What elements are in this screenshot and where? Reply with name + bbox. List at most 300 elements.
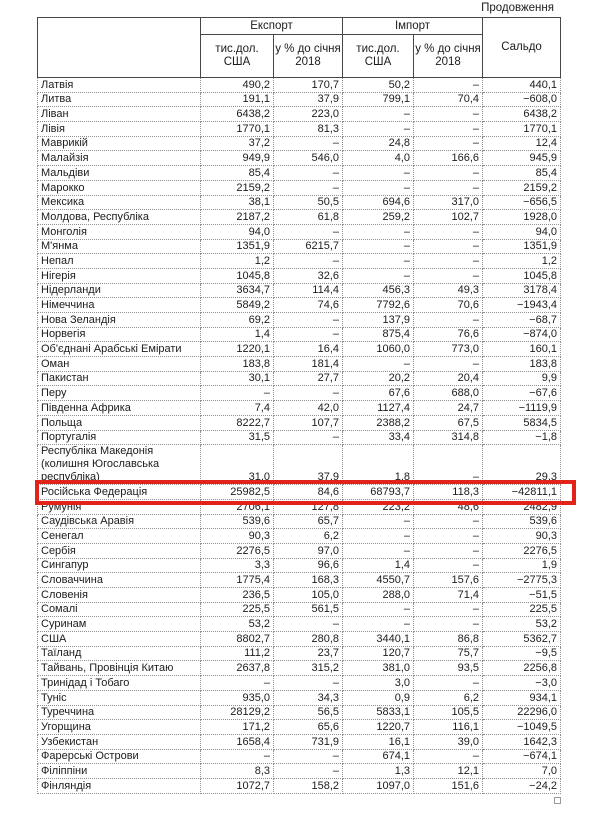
value-cell: 694,6: [343, 195, 414, 210]
value-cell: –: [414, 224, 483, 239]
value-cell: 1220,1: [201, 342, 274, 357]
value-cell: 539,6: [201, 514, 274, 529]
value-cell: 731,9: [274, 734, 343, 749]
value-cell: −3,0: [483, 676, 561, 691]
country-cell: Оман: [38, 357, 201, 372]
country-cell: Норвегія: [38, 327, 201, 342]
value-cell: –: [343, 107, 414, 122]
country-cell: Узбекистан: [38, 734, 201, 749]
value-cell: 151,6: [414, 778, 483, 793]
value-cell: 315,2: [274, 661, 343, 676]
value-cell: 65,7: [274, 514, 343, 529]
value-cell: 49,3: [414, 283, 483, 298]
value-cell: 183,8: [483, 357, 561, 372]
value-cell: 158,2: [274, 778, 343, 793]
value-cell: 4,0: [343, 151, 414, 166]
value-cell: 381,0: [343, 661, 414, 676]
country-cell: Словенія: [38, 588, 201, 603]
value-cell: 773,0: [414, 342, 483, 357]
value-cell: −874,0: [483, 327, 561, 342]
value-cell: –: [274, 764, 343, 779]
value-cell: 76,6: [414, 327, 483, 342]
value-cell: 107,7: [274, 415, 343, 430]
country-cell: Саудівська Аравія: [38, 514, 201, 529]
value-cell: –: [274, 224, 343, 239]
import-value-subheader: тис.дол. США: [343, 35, 414, 78]
country-cell: Мексика: [38, 195, 201, 210]
country-cell: Молдова, Республіка: [38, 210, 201, 225]
country-cell: Словаччина: [38, 573, 201, 588]
table-row: [38, 445, 561, 485]
value-cell: 75,7: [414, 646, 483, 661]
value-cell: 166,6: [414, 151, 483, 166]
value-cell: 50,5: [274, 195, 343, 210]
table-row: [38, 239, 561, 254]
table-row: [38, 558, 561, 573]
value-cell: 1770,1: [483, 122, 561, 137]
value-cell: 236,5: [201, 588, 274, 603]
value-cell: 3440,1: [343, 632, 414, 647]
value-cell: –: [343, 543, 414, 558]
value-cell: 6438,2: [201, 107, 274, 122]
value-cell: 1,2: [483, 254, 561, 269]
country-cell: Непал: [38, 254, 201, 269]
table-row-highlighted: [38, 485, 561, 500]
value-cell: 4550,7: [343, 573, 414, 588]
table-row: [38, 386, 561, 401]
value-cell: 68793,7: [343, 485, 414, 500]
value-cell: –: [414, 357, 483, 372]
value-cell: 1642,3: [483, 734, 561, 749]
value-cell: 2159,2: [483, 180, 561, 195]
value-cell: 1045,8: [201, 268, 274, 283]
table-row: [38, 676, 561, 691]
country-cell: Мальдіви: [38, 166, 201, 181]
country-cell: Туреччина: [38, 705, 201, 720]
country-cell: Південна Африка: [38, 401, 201, 416]
value-cell: –: [414, 529, 483, 544]
value-cell: 118,3: [414, 485, 483, 500]
value-cell: 2388,2: [343, 415, 414, 430]
continuation-label: Продовження: [481, 2, 554, 14]
value-cell: –: [414, 122, 483, 137]
value-cell: 1060,0: [343, 342, 414, 357]
value-cell: 280,8: [274, 632, 343, 647]
country-cell: Лівія: [38, 122, 201, 137]
value-cell: 1127,4: [343, 401, 414, 416]
value-cell: 42,0: [274, 401, 343, 416]
value-cell: 48,6: [414, 499, 483, 514]
value-cell: 24,8: [343, 136, 414, 151]
table-row: [38, 224, 561, 239]
value-cell: 6,2: [274, 529, 343, 544]
value-cell: 1,8: [343, 445, 414, 485]
value-cell: 28129,2: [201, 705, 274, 720]
value-cell: –: [414, 180, 483, 195]
value-cell: 70,6: [414, 298, 483, 313]
value-cell: −1119,9: [483, 401, 561, 416]
value-cell: 67,5: [414, 415, 483, 430]
value-cell: 456,3: [343, 283, 414, 298]
value-cell: −2775,3: [483, 573, 561, 588]
value-cell: 539,6: [483, 514, 561, 529]
value-cell: –: [274, 254, 343, 269]
value-cell: −68,7: [483, 313, 561, 328]
value-cell: 8222,7: [201, 415, 274, 430]
value-cell: –: [201, 749, 274, 764]
value-cell: 29,3: [483, 445, 561, 485]
value-cell: 38,1: [201, 195, 274, 210]
value-cell: 25982,5: [201, 485, 274, 500]
value-cell: 160,1: [483, 342, 561, 357]
value-cell: −608,0: [483, 92, 561, 107]
value-cell: –: [274, 327, 343, 342]
export-percent-subheader: у % до січня 2018: [274, 35, 343, 78]
country-cell: Португалія: [38, 430, 201, 445]
value-cell: 56,5: [274, 705, 343, 720]
value-cell: 1658,4: [201, 734, 274, 749]
value-cell: –: [414, 268, 483, 283]
table-row: [38, 327, 561, 342]
value-cell: 3634,7: [201, 283, 274, 298]
country-cell: Таїланд: [38, 646, 201, 661]
value-cell: 114,4: [274, 283, 343, 298]
value-cell: 12,1: [414, 764, 483, 779]
value-cell: 16,1: [343, 734, 414, 749]
value-cell: 74,6: [274, 298, 343, 313]
value-cell: –: [414, 676, 483, 691]
value-cell: 90,3: [483, 529, 561, 544]
value-cell: −1943,4: [483, 298, 561, 313]
table-row: [38, 632, 561, 647]
value-cell: 127,8: [274, 499, 343, 514]
country-cell: Суринам: [38, 617, 201, 632]
value-cell: 70,4: [414, 92, 483, 107]
table-row: [38, 415, 561, 430]
value-cell: 61,8: [274, 210, 343, 225]
value-cell: 183,8: [201, 357, 274, 372]
table-row: [38, 122, 561, 137]
table-row: [38, 151, 561, 166]
value-cell: 137,9: [343, 313, 414, 328]
value-cell: 2482,9: [483, 499, 561, 514]
country-cell: Фарерські Острови: [38, 749, 201, 764]
value-cell: 799,1: [343, 92, 414, 107]
value-cell: –: [414, 514, 483, 529]
country-cell: Латвія: [38, 78, 201, 93]
table-row: [38, 602, 561, 617]
value-cell: 1351,9: [201, 239, 274, 254]
value-cell: 3,0: [343, 676, 414, 691]
value-cell: 20,4: [414, 371, 483, 386]
value-cell: –: [414, 313, 483, 328]
table-row: [38, 646, 561, 661]
value-cell: 96,6: [274, 558, 343, 573]
value-cell: –: [414, 107, 483, 122]
value-cell: 120,7: [343, 646, 414, 661]
value-cell: 1351,9: [483, 239, 561, 254]
value-cell: –: [414, 558, 483, 573]
value-cell: 170,7: [274, 78, 343, 93]
value-cell: 1,3: [343, 764, 414, 779]
value-cell: 314,8: [414, 430, 483, 445]
country-cell: Фінляндія: [38, 778, 201, 793]
value-cell: 1770,1: [201, 122, 274, 137]
value-cell: –: [274, 430, 343, 445]
value-cell: 1,4: [201, 327, 274, 342]
value-cell: 168,3: [274, 573, 343, 588]
country-cell: Румунія: [38, 499, 201, 514]
table-row: [38, 778, 561, 793]
value-cell: 934,1: [483, 690, 561, 705]
value-cell: 69,2: [201, 313, 274, 328]
header-group-row: [38, 18, 561, 35]
value-cell: –: [274, 676, 343, 691]
country-cell: Сенегал: [38, 529, 201, 544]
value-cell: –: [343, 122, 414, 137]
value-cell: 24,7: [414, 401, 483, 416]
value-cell: 2706,1: [201, 499, 274, 514]
value-cell: –: [343, 239, 414, 254]
value-cell: 1,9: [483, 558, 561, 573]
value-cell: 440,1: [483, 78, 561, 93]
value-cell: 223,2: [343, 499, 414, 514]
value-cell: 674,1: [343, 749, 414, 764]
country-cell: США: [38, 632, 201, 647]
table-row: [38, 136, 561, 151]
country-cell: Туніс: [38, 690, 201, 705]
value-cell: –: [414, 445, 483, 485]
table-row: [38, 268, 561, 283]
country-cell: Німеччина: [38, 298, 201, 313]
value-cell: 85,4: [201, 166, 274, 181]
value-cell: 225,5: [201, 602, 274, 617]
value-cell: −24,2: [483, 778, 561, 793]
country-cell: Марокко: [38, 180, 201, 195]
value-cell: 1,4: [343, 558, 414, 573]
value-cell: –: [343, 514, 414, 529]
country-cell: Тринідад і Тобаго: [38, 676, 201, 691]
value-cell: –: [414, 166, 483, 181]
value-cell: 1072,7: [201, 778, 274, 793]
table-row: [38, 749, 561, 764]
value-cell: 32,6: [274, 268, 343, 283]
value-cell: 223,0: [274, 107, 343, 122]
table-row: [38, 690, 561, 705]
value-cell: 84,6: [274, 485, 343, 500]
table-row: [38, 617, 561, 632]
value-cell: 191,1: [201, 92, 274, 107]
table-row: [38, 254, 561, 269]
country-cell: Ліван: [38, 107, 201, 122]
export-value-subheader: тис.дол. США: [201, 35, 274, 78]
end-of-document-marker-icon: [554, 797, 561, 804]
country-cell: Монголія: [38, 224, 201, 239]
value-cell: 1220,7: [343, 720, 414, 735]
value-cell: 171,2: [201, 720, 274, 735]
value-cell: 688,0: [414, 386, 483, 401]
value-cell: 37,9: [274, 445, 343, 485]
value-cell: 288,0: [343, 588, 414, 603]
value-cell: 111,2: [201, 646, 274, 661]
value-cell: 7792,6: [343, 298, 414, 313]
value-cell: –: [414, 239, 483, 254]
table-row: [38, 514, 561, 529]
value-cell: 85,4: [483, 166, 561, 181]
value-cell: 67,6: [343, 386, 414, 401]
table-row: [38, 283, 561, 298]
value-cell: –: [274, 749, 343, 764]
value-cell: 490,2: [201, 78, 274, 93]
value-cell: 5362,7: [483, 632, 561, 647]
country-cell: Філіппіни: [38, 764, 201, 779]
table-body: [38, 78, 561, 794]
export-group-header: Експорт: [201, 18, 343, 35]
value-cell: –: [343, 224, 414, 239]
value-cell: 2637,8: [201, 661, 274, 676]
country-cell: Тайвань, Провінція Китаю: [38, 661, 201, 676]
value-cell: 9,9: [483, 371, 561, 386]
country-cell: Республіка Македонія (колишня Югославська республіка): [38, 445, 201, 485]
value-cell: 935,0: [201, 690, 274, 705]
value-cell: 6438,2: [483, 107, 561, 122]
value-cell: 65,6: [274, 720, 343, 735]
value-cell: 181,4: [274, 357, 343, 372]
value-cell: 94,0: [483, 224, 561, 239]
value-cell: 37,2: [201, 136, 274, 151]
table-row: [38, 430, 561, 445]
value-cell: 23,7: [274, 646, 343, 661]
value-cell: 5833,1: [343, 705, 414, 720]
table-row: [38, 313, 561, 328]
trade-table: [37, 17, 561, 794]
value-cell: 945,9: [483, 151, 561, 166]
country-cell: Сингапур: [38, 558, 201, 573]
value-cell: –: [343, 268, 414, 283]
table-row: [38, 661, 561, 676]
value-cell: 561,5: [274, 602, 343, 617]
table-row: [38, 371, 561, 386]
value-cell: –: [343, 166, 414, 181]
table-row: [38, 195, 561, 210]
value-cell: 546,0: [274, 151, 343, 166]
table-row: [38, 210, 561, 225]
table-row: [38, 342, 561, 357]
table-row: [38, 588, 561, 603]
country-cell: Пакистан: [38, 371, 201, 386]
table-row: [38, 543, 561, 558]
table-row: [38, 573, 561, 588]
value-cell: 53,2: [201, 617, 274, 632]
country-cell: Перу: [38, 386, 201, 401]
table-row: [38, 764, 561, 779]
value-cell: –: [201, 386, 274, 401]
table-row: [38, 401, 561, 416]
value-cell: 27,7: [274, 371, 343, 386]
value-cell: −51,5: [483, 588, 561, 603]
value-cell: 81,3: [274, 122, 343, 137]
table-row: [38, 166, 561, 181]
value-cell: –: [274, 386, 343, 401]
value-cell: 116,1: [414, 720, 483, 735]
value-cell: 37,9: [274, 92, 343, 107]
value-cell: –: [274, 166, 343, 181]
value-cell: 317,0: [414, 195, 483, 210]
value-cell: 53,2: [483, 617, 561, 632]
value-cell: –: [274, 617, 343, 632]
table-row: [38, 107, 561, 122]
value-cell: 90,3: [201, 529, 274, 544]
country-cell: Російська Федерація: [38, 485, 201, 500]
value-cell: 20,2: [343, 371, 414, 386]
value-cell: –: [414, 749, 483, 764]
value-cell: 39,0: [414, 734, 483, 749]
country-cell: Нова Зеландія: [38, 313, 201, 328]
value-cell: −67,6: [483, 386, 561, 401]
value-cell: 2276,5: [201, 543, 274, 558]
value-cell: 93,5: [414, 661, 483, 676]
country-cell: Малайзія: [38, 151, 201, 166]
value-cell: −674,1: [483, 749, 561, 764]
table-row: [38, 92, 561, 107]
value-cell: 94,0: [201, 224, 274, 239]
value-cell: 1928,0: [483, 210, 561, 225]
value-cell: 105,0: [274, 588, 343, 603]
value-cell: 6215,7: [274, 239, 343, 254]
value-cell: 8,3: [201, 764, 274, 779]
value-cell: 1775,4: [201, 573, 274, 588]
table-row: [38, 734, 561, 749]
value-cell: –: [201, 676, 274, 691]
value-cell: 30,1: [201, 371, 274, 386]
country-header-cell: [38, 18, 201, 78]
value-cell: 2276,5: [483, 543, 561, 558]
value-cell: –: [274, 180, 343, 195]
value-cell: 2256,8: [483, 661, 561, 676]
saldo-header: Сальдо: [483, 18, 561, 78]
value-cell: –: [414, 78, 483, 93]
value-cell: 7,0: [483, 764, 561, 779]
value-cell: –: [414, 543, 483, 558]
value-cell: 8802,7: [201, 632, 274, 647]
country-cell: Нідерланди: [38, 283, 201, 298]
table-row: [38, 180, 561, 195]
value-cell: 22296,0: [483, 705, 561, 720]
table-row: [38, 357, 561, 372]
value-cell: 102,7: [414, 210, 483, 225]
import-percent-subheader: у % до січня 2018: [414, 35, 483, 78]
table-row: [38, 529, 561, 544]
table-row: [38, 499, 561, 514]
value-cell: 1045,8: [483, 268, 561, 283]
value-cell: 86,8: [414, 632, 483, 647]
value-cell: –: [343, 254, 414, 269]
value-cell: 97,0: [274, 543, 343, 558]
value-cell: 1,2: [201, 254, 274, 269]
country-cell: Польща: [38, 415, 201, 430]
value-cell: 31,0: [201, 445, 274, 485]
value-cell: –: [343, 602, 414, 617]
value-cell: –: [414, 617, 483, 632]
value-cell: 259,2: [343, 210, 414, 225]
value-cell: –: [343, 180, 414, 195]
value-cell: 71,4: [414, 588, 483, 603]
value-cell: –: [274, 136, 343, 151]
value-cell: –: [343, 529, 414, 544]
value-cell: 5834,5: [483, 415, 561, 430]
value-cell: 6,2: [414, 690, 483, 705]
value-cell: 50,2: [343, 78, 414, 93]
